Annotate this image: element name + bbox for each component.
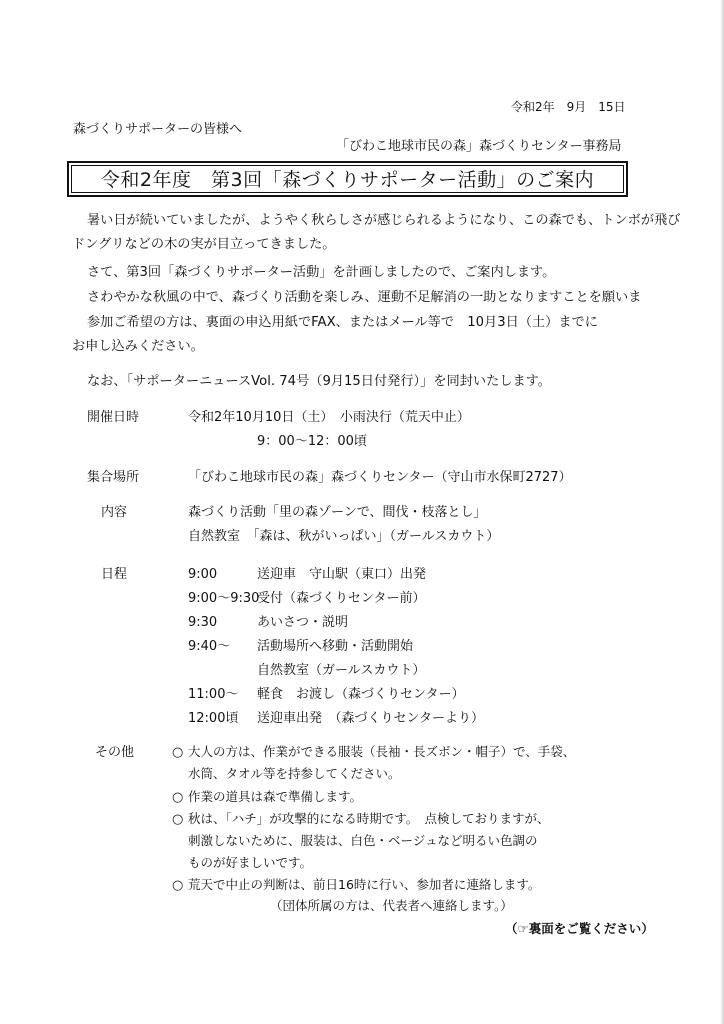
place-label: 集合場所 [87, 470, 140, 485]
date-value: 令和2年10月10日（土） 小雨決行（荒天中止） [188, 410, 470, 425]
scan-edge [720, 0, 724, 1024]
note-3c: ものが好ましいです。 [188, 855, 313, 870]
bullet-circle: ○ [172, 878, 184, 893]
place-value: 「びわこ地球市民の森」森づくりセンター（守山市水保町2727） [188, 470, 572, 485]
schedule-time: 9:40～ [188, 639, 231, 654]
note-3a: 秋は、「ハチ」が攻撃的になる時期です。 点検しておりますが、 [188, 811, 550, 826]
schedule-time: 11:00～ [188, 687, 239, 702]
intro-line-7: なお、「サポーターニュースVol. 74号（9月15日付発行）」を同封いたします。 [87, 374, 551, 389]
intro-line-5: 参加ご希望の方は、裏面の申込用紙でFAX、またはメール等で 10月3日（土）までに [87, 315, 598, 330]
schedule-activity: あいさつ・説明 [257, 615, 349, 630]
intro-line-6: お申し込みください。 [72, 339, 204, 354]
content-value-2: 自然教室 「森は、秋がいっぱい」（ガールスカウト） [188, 529, 500, 544]
date-label: 開催日時 [87, 410, 140, 425]
note-1b: 水筒、タオル等を持参してください。 [188, 766, 401, 781]
schedule-activity: 活動場所へ移動・活動開始 [257, 639, 414, 654]
bullet-circle: ○ [172, 812, 184, 827]
schedule-activity: 軽食 お渡し（森づくりセンター） [257, 687, 465, 702]
schedule-time: 12:00頃 [188, 711, 239, 726]
schedule-time: 9:30 [188, 615, 218, 630]
intro-line-4: さわやかな秋風の中で、森づくり活動を楽しみ、運動不足解消の一助となりますことを願いま [87, 290, 642, 305]
note-4b: （団体所属の方は、代表者へ連絡します。） [270, 898, 513, 913]
bullet-circle: ○ [172, 790, 184, 805]
schedule-label: 日程 [101, 567, 128, 582]
note-3b: 刺激しないために、服装は、白色・ベージュなど明るい色調の [188, 833, 538, 848]
other-label: その他 [95, 745, 135, 760]
addressee: 森づくりサポーターの皆様へ [73, 122, 243, 137]
schedule-activity: 送迎車 守山駅（東口）出発 [257, 567, 427, 582]
bullet-circle: ○ [172, 745, 184, 760]
issue-date: 令和2年 9月 15日 [511, 100, 626, 114]
time-value: 9：00～12：00頃 [257, 434, 367, 449]
schedule-activity: 自然教室（ガールスカウト） [257, 663, 426, 678]
intro-line-3: さて、第3回「森づくりサポーター活動」を計画しましたので、ご案内します。 [87, 265, 556, 280]
see-reverse-note: （☞裏面をご覧ください） [505, 921, 654, 936]
content-label: 内容 [101, 505, 128, 520]
schedule-activity: 受付（森づくりセンター前） [257, 591, 426, 606]
schedule-activity: 送迎車出発 （森づくりセンターより） [257, 711, 484, 726]
schedule-time: 9:00 [188, 567, 218, 582]
title-box [67, 161, 628, 197]
page-title: 令和2年度 第3回「森づくりサポーター活動」のご案内 [100, 169, 595, 191]
note-2: 作業の道具は森で準備します。 [188, 789, 363, 804]
content-value-1: 森づくり活動「里の森ゾーンで、間伐・枝落とし」 [188, 505, 487, 520]
sender: 「びわこ地球市民の森」森づくりセンター事務局 [336, 139, 622, 154]
intro-line-2: ドングリなどの木の実が目立ってきました。 [72, 237, 336, 252]
note-1a: 大人の方は、作業ができる服装（長袖・長ズボン・帽子）で、手袋、 [188, 744, 576, 759]
intro-line-1: 暑い日が続いていましたが、ようやく秋らしさが感じられるようになり、この森でも、トンボが飛び [87, 213, 681, 228]
schedule-time: 9:00～9:30 [188, 591, 260, 606]
note-4a: 荒天で中止の判断は、前日16時に行い、参加者に連絡します。 [188, 877, 541, 892]
